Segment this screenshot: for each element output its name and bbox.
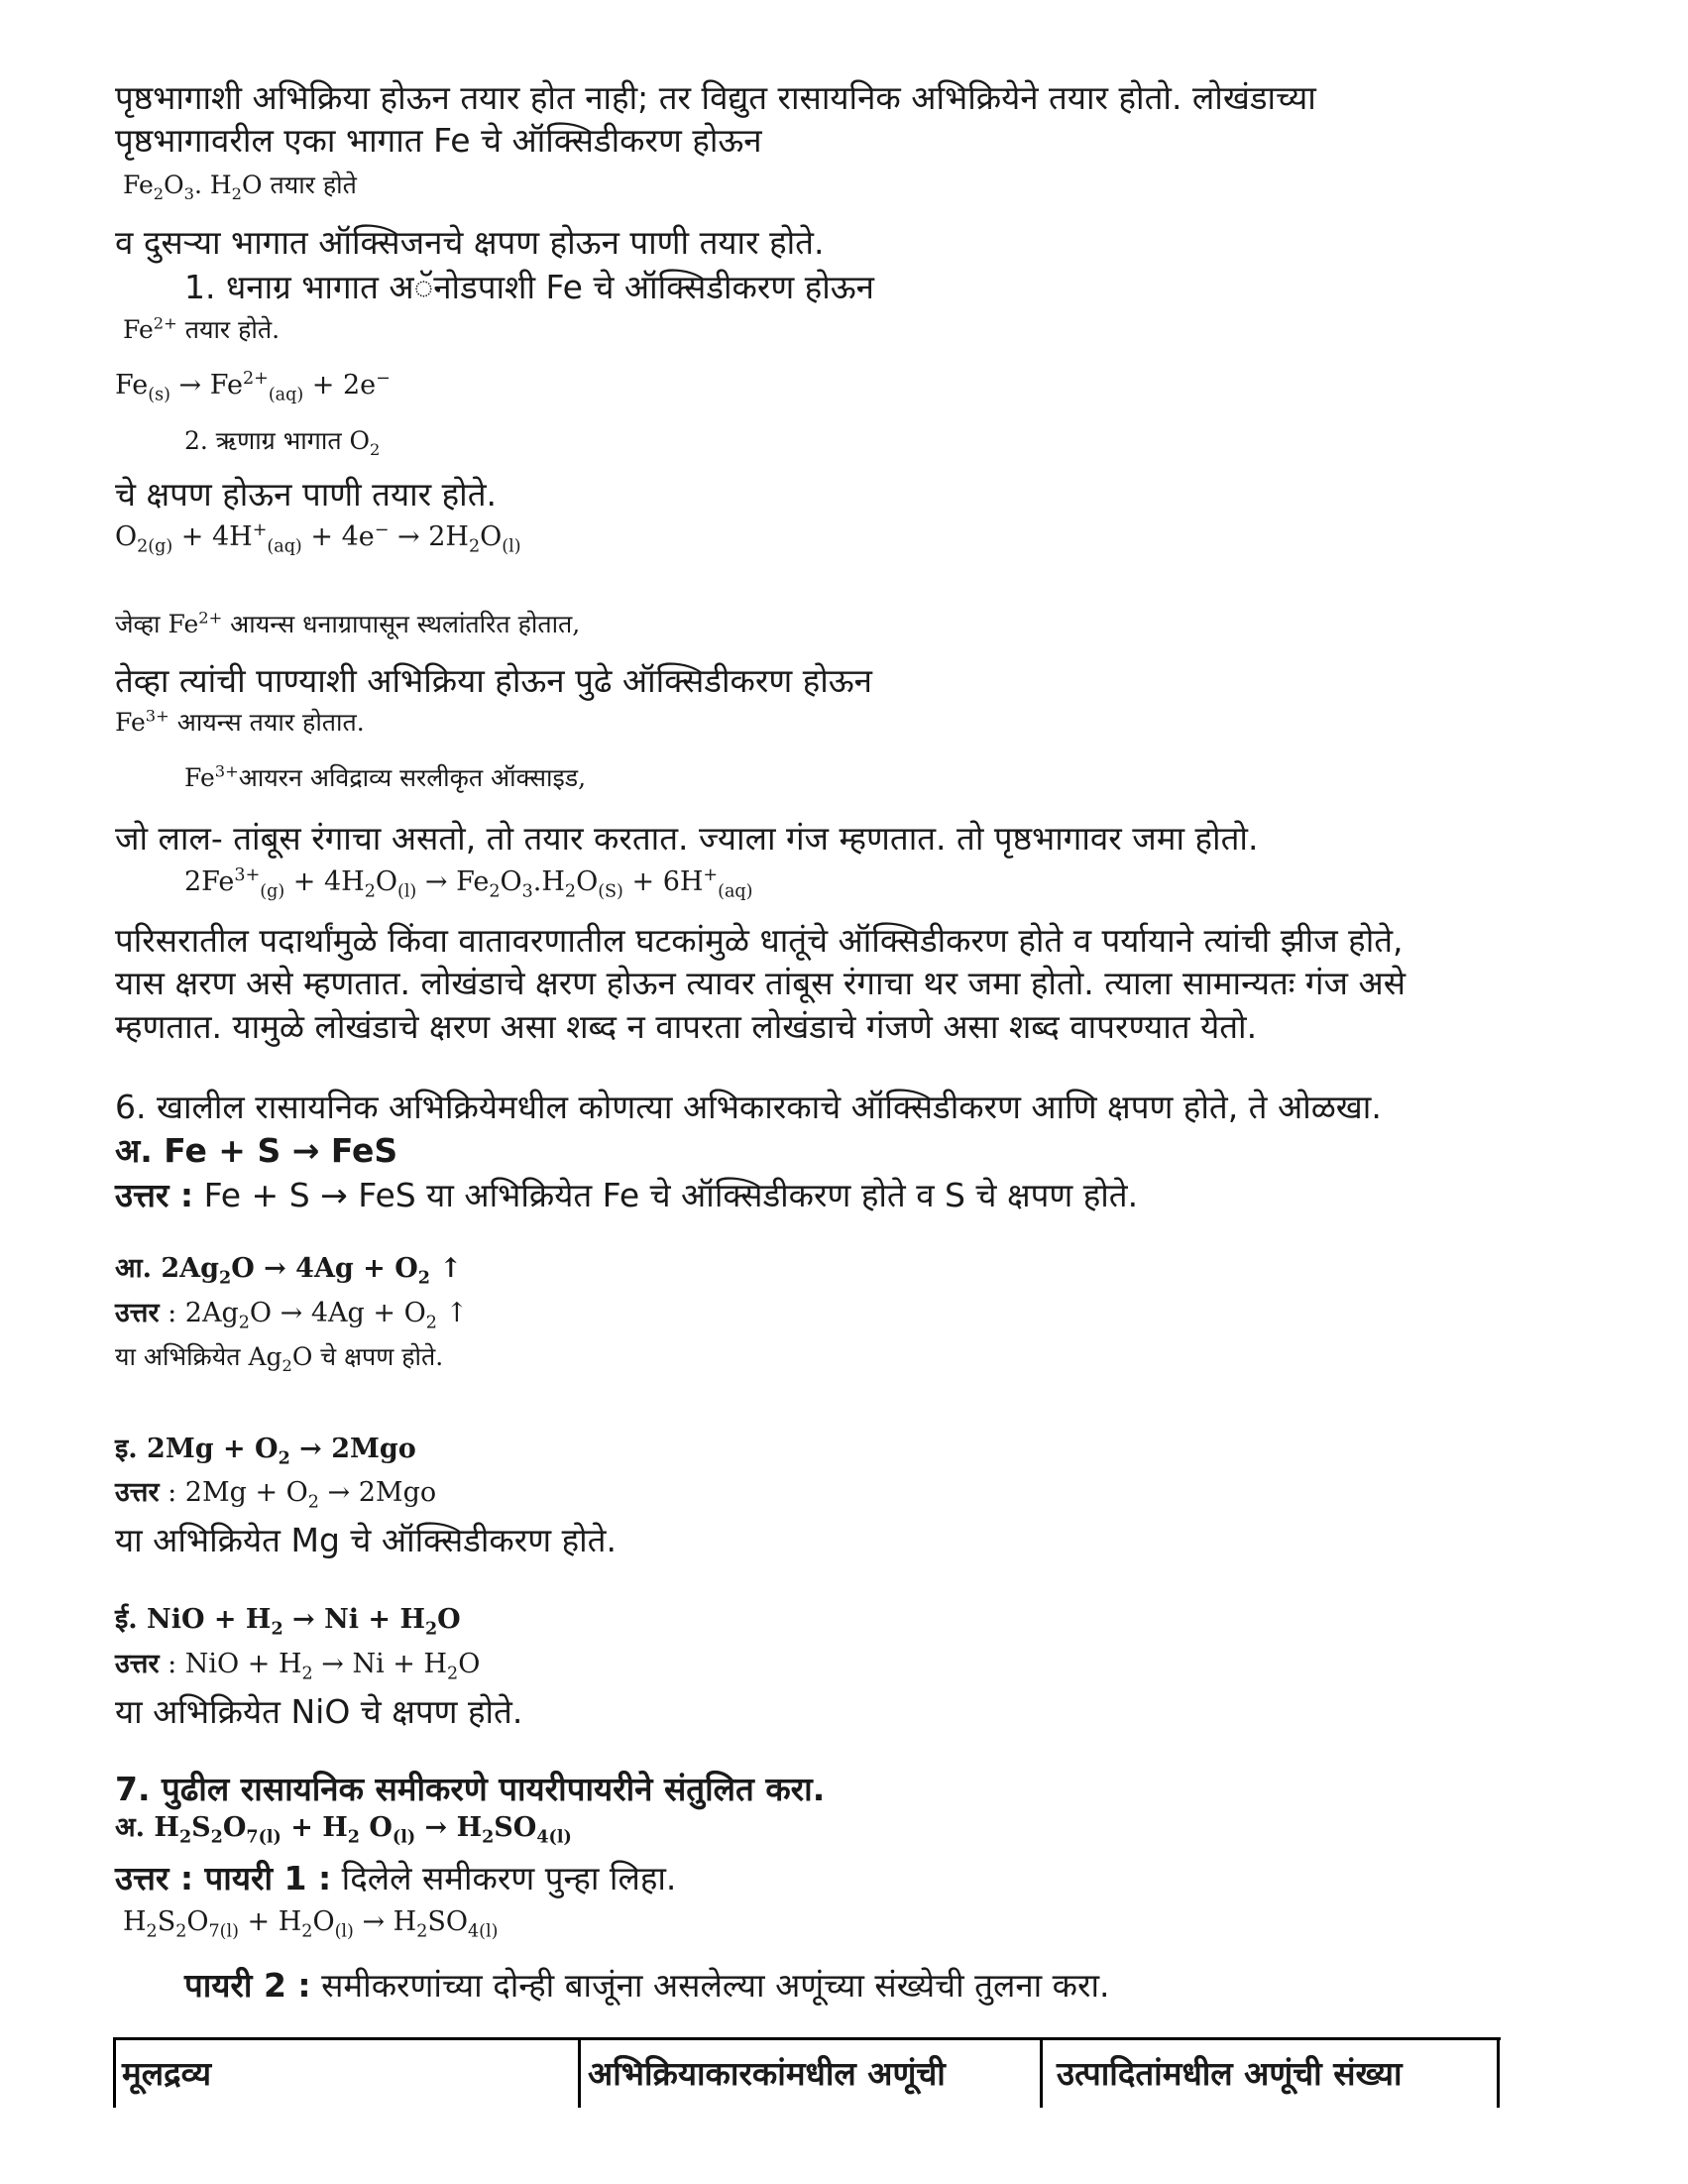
formula-line: $Fe^{3+}$ आयन्स तयार होतात. [115, 706, 365, 737]
text-line: तेव्हा त्यांची पाण्याशी अभिक्रिया होऊन पुढे ऑक्सिडीकरण होऊन [115, 661, 872, 700]
text-line: जो लाल- तांबूस रंगाचा असतो, तो तयार करतात. ज्याला गंज म्हणतात. तो पृष्ठभागावर जमा होतो. [115, 819, 1259, 858]
text-line: पृष्ठभागाशी अभिक्रिया होऊन तयार होत नाही; तर विद्युत रासायनिक अभिक्रियेने तयार होतो. लोखंडाच्या [115, 78, 1316, 117]
q6-part-c: इ. $2Mg + O_2 \to 2Mgo$ [115, 1434, 416, 1469]
text-line: 1. धनाग्र भागात अॅनोडपाशी Fe चे ऑक्सिडीकरण होऊन [184, 268, 875, 306]
q6-result-b: या अभिक्रियेत $Ag_2O$ चे क्षपण होते. [115, 1342, 444, 1375]
formula-line: जेव्हा $Fe^{2+}$ आयन्स धनाग्रापासून स्थलांतरित होतात, [115, 608, 581, 638]
q7-equation: $H_2S_2O_{7(l)} + H_2O_{(l)} \to H_2SO_{4(l)}$ [123, 1906, 499, 1942]
atom-count-table [113, 2037, 1501, 2108]
formula-line: $Fe_2O_3$. $H_2O$ तयार होते [123, 171, 357, 203]
text-line: पृष्ठभागावरील एका भागात Fe चे ऑक्सिडीकरण होऊन [115, 121, 762, 160]
q6-result-d: या अभिक्रियेत NiO चे क्षपण होते. [115, 1692, 523, 1731]
q6-answer-b: उत्तर : $2Ag_2O \to 4Ag + O_2$ ↑ [115, 1298, 469, 1333]
text-line: चे क्षपण होऊन पाणी तयार होते. [115, 475, 498, 514]
formula-line: $Fe^{2+}$ तयार होते. [123, 313, 281, 344]
paragraph-line: म्हणतात. यामुळे लोखंडाचे क्षरण असा शब्द न वापरता लोखंडाचे गंजणे असा शब्द वापरण्यात येतो. [115, 1007, 1258, 1046]
q7-step2: पायरी 2 : समीकरणांच्या दोन्ही बाजूंना असलेल्या अणूंच्या संख्येची तुलना करा. [184, 1966, 1110, 2005]
table-header-reactant-atoms: अभिक्रियाकारकांमधील अणूंची [578, 2040, 1043, 2108]
question-7: 7. पुढील रासायनिक समीकरणे पायरीपायरीने संतुलित करा. [115, 1770, 826, 1808]
formula-line: 2. ऋणाग्र भागात $O_2$ [184, 426, 381, 459]
paragraph-line: परिसरातील पदार्थांमुळे किंवा वातावरणातील घटकांमुळे धातूंचे ऑक्सिडीकरण होते व पर्यायाने त्यांची झीज होते, [115, 921, 1404, 960]
q6-answer-d: उत्तर : NiO + $H_2 \to Ni + H_2O$ [115, 1649, 481, 1684]
q6-result-c: या अभिक्रियेत Mg चे ऑक्सिडीकरण होते. [115, 1521, 617, 1559]
q6-answer-a: उत्तर : Fe + S → FeS या अभिक्रियेत Fe चे ऑक्सिडीकरण होते व S चे क्षपण होते. [115, 1176, 1139, 1214]
equation: $O_{2(g)} + 4H^+_{(aq)} + 4e^- \to 2H_2O_{(l)}$ [115, 520, 521, 557]
q6-part-b: आ. $2Ag_2O \to 4Ag + O_2$ ↑ [115, 1253, 462, 1289]
equation: $2Fe^{3+}_{(g)} + 4H_2O_{(l)} \to Fe_2O_3.H_2O_{(S)} + 6H^+_{(aq)}$ [184, 865, 753, 902]
formula-line: $Fe^{3+}आयरन$ अविद्राव्य सरलीकृत ऑक्साइड, [184, 761, 587, 792]
q6-answer-c: उत्तर : $2Mg + O_2 \to 2Mgo$ [115, 1477, 437, 1513]
q6-part-a: अ. Fe + S → FeS [115, 1131, 398, 1170]
question-6: 6. खालील रासायनिक अभिक्रियेमधील कोणत्या अभिकारकाचे ऑक्सिडीकरण आणि क्षपण होते, ते ओळखा. [115, 1088, 1382, 1126]
text-line: व दुसऱ्या भागात ऑक्सिजनचे क्षपण होऊन पाणी तयार होते. [115, 223, 825, 262]
paragraph-line: यास क्षरण असे म्हणतात. लोखंडाचे क्षरण होऊन त्यावर तांबूस रंगाचा थर जमा होतो. त्याला सामान्यतः गंज असे [115, 964, 1407, 1002]
table-header-element: मूलद्रव्य [113, 2040, 581, 2108]
table-header-product-atoms: उत्पादितांमधील अणूंची संख्या [1043, 2040, 1500, 2108]
equation: $Fe_{(s)} \to Fe^{2+}_{(aq)} + 2e^-$ [115, 369, 391, 405]
q7-answer-step1: उत्तर : पायरी 1 : दिलेले समीकरण पुन्हा लिहा. [115, 1859, 677, 1897]
q6-part-d: ई. NiO + $H_2 \to Ni + H_2O$ [115, 1604, 461, 1640]
q7-part-a: अ. $H_2S_2O_{7(l)} + H_2$ $O_{(l)} \to H_2SO_{4(l)}$ [115, 1812, 572, 1848]
